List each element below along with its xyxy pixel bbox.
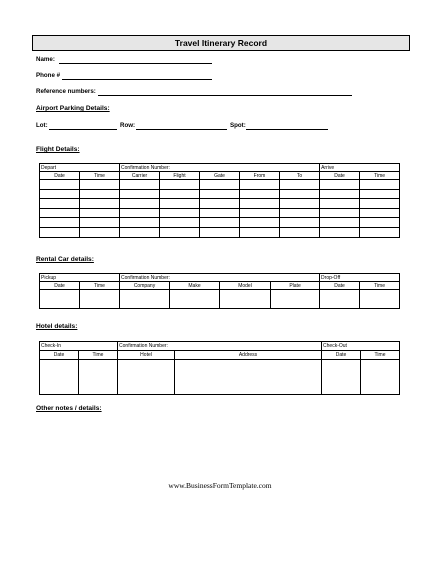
column-header: Date — [40, 172, 80, 180]
table-cell[interactable] — [200, 227, 240, 237]
table-cell[interactable] — [40, 189, 80, 199]
row-field[interactable] — [136, 129, 227, 130]
column-header: Address — [175, 351, 322, 360]
table-cell[interactable] — [120, 208, 160, 218]
table-cell[interactable] — [271, 290, 320, 309]
table-cell[interactable] — [80, 189, 120, 199]
column-header: Time — [360, 172, 400, 180]
spot-label: Spot: — [230, 122, 246, 129]
table-cell[interactable] — [360, 199, 400, 209]
table-cell[interactable] — [320, 218, 360, 228]
table-cell[interactable] — [322, 360, 361, 395]
column-header: Date — [320, 172, 360, 180]
rental-confirmation-header: Confirmation Number: — [120, 274, 320, 282]
table-cell[interactable] — [160, 180, 200, 190]
column-header: Gate — [200, 172, 240, 180]
hotel-confirmation-header: Confirmation Number: — [118, 342, 322, 351]
name-field[interactable] — [59, 63, 212, 64]
column-header: Plate — [271, 282, 320, 290]
checkout-header: Check-Out — [322, 342, 400, 351]
table-cell[interactable] — [120, 218, 160, 228]
column-header: Hotel — [118, 351, 175, 360]
table-cell[interactable] — [40, 360, 79, 395]
table-cell[interactable] — [240, 189, 280, 199]
table-cell[interactable] — [320, 189, 360, 199]
pickup-header: Pickup — [40, 274, 120, 282]
column-header: From — [240, 172, 280, 180]
column-header: To — [280, 172, 320, 180]
table-cell[interactable] — [120, 227, 160, 237]
document-title: Travel Itinerary Record — [32, 35, 410, 51]
table-cell[interactable] — [80, 227, 120, 237]
table-cell[interactable] — [240, 180, 280, 190]
hotel-details-heading: Hotel details: — [36, 323, 78, 330]
table-cell[interactable] — [120, 189, 160, 199]
table-cell[interactable] — [200, 180, 240, 190]
table-cell[interactable] — [160, 218, 200, 228]
table-cell[interactable] — [320, 180, 360, 190]
column-header: Time — [80, 282, 120, 290]
column-header: Date — [40, 282, 80, 290]
column-header: Time — [79, 351, 118, 360]
table-cell[interactable] — [200, 189, 240, 199]
airport-parking-heading: Airport Parking Details: — [36, 105, 110, 112]
flight-table — [39, 163, 400, 238]
table-cell[interactable] — [80, 180, 120, 190]
table-cell[interactable] — [360, 189, 400, 199]
table-cell[interactable] — [120, 290, 170, 309]
column-header: Date — [40, 351, 79, 360]
table-row — [40, 218, 400, 228]
hotel-table — [39, 341, 400, 395]
table-row — [40, 208, 400, 218]
table-cell[interactable] — [120, 199, 160, 209]
dropoff-header: Drop-Off — [320, 274, 400, 282]
table-row — [40, 180, 400, 190]
table-cell[interactable] — [80, 199, 120, 209]
table-cell[interactable] — [80, 218, 120, 228]
table-cell[interactable] — [240, 227, 280, 237]
table-cell[interactable] — [360, 218, 400, 228]
table-cell[interactable] — [80, 290, 120, 309]
table-cell[interactable] — [240, 218, 280, 228]
table-cell[interactable] — [360, 227, 400, 237]
column-header: Time — [360, 282, 400, 290]
table-cell[interactable] — [320, 208, 360, 218]
table-cell[interactable] — [280, 180, 320, 190]
table-cell[interactable] — [360, 208, 400, 218]
table-cell[interactable] — [320, 290, 360, 309]
column-header: Date — [320, 282, 360, 290]
table-row — [40, 199, 400, 209]
table-cell[interactable] — [240, 199, 280, 209]
reference-field[interactable] — [98, 95, 352, 96]
table-cell[interactable] — [280, 199, 320, 209]
table-cell[interactable] — [79, 360, 118, 395]
lot-field[interactable] — [49, 129, 117, 130]
flight-confirmation-header: Confirmation Number: — [120, 164, 320, 172]
rental-car-table — [39, 273, 400, 309]
table-cell[interactable] — [40, 290, 80, 309]
table-cell[interactable] — [40, 180, 80, 190]
table-cell[interactable] — [175, 360, 322, 395]
table-row — [40, 189, 400, 199]
rental-car-heading: Rental Car details: — [36, 256, 94, 263]
table-cell[interactable] — [80, 208, 120, 218]
table-cell[interactable] — [360, 180, 400, 190]
table-cell[interactable] — [280, 218, 320, 228]
reference-label: Reference numbers: — [36, 88, 96, 95]
table-cell[interactable] — [361, 360, 400, 395]
table-cell[interactable] — [160, 189, 200, 199]
table-cell[interactable] — [320, 199, 360, 209]
table-cell[interactable] — [120, 180, 160, 190]
table-cell[interactable] — [40, 227, 80, 237]
table-cell[interactable] — [280, 189, 320, 199]
depart-header: Depart — [40, 164, 120, 172]
row-label: Row: — [120, 122, 136, 129]
table-cell[interactable] — [240, 208, 280, 218]
table-cell[interactable] — [40, 208, 80, 218]
table-cell[interactable] — [280, 208, 320, 218]
phone-field[interactable] — [62, 79, 212, 80]
column-header: Company — [120, 282, 170, 290]
table-cell[interactable] — [360, 290, 400, 309]
column-header: Time — [80, 172, 120, 180]
column-header: Time — [361, 351, 400, 360]
table-cell[interactable] — [280, 227, 320, 237]
spot-field[interactable] — [246, 129, 328, 130]
table-cell[interactable] — [118, 360, 175, 395]
table-cell[interactable] — [200, 218, 240, 228]
table-row — [40, 290, 400, 309]
table-cell[interactable] — [40, 199, 80, 209]
table-cell[interactable] — [200, 199, 240, 209]
name-label: Name: — [36, 56, 55, 63]
column-header: Flight — [160, 172, 200, 180]
footer-website: www.BusinessFormTemplate.com — [168, 481, 272, 490]
table-cell[interactable] — [320, 227, 360, 237]
phone-label: Phone # — [36, 72, 61, 79]
table-row — [40, 360, 400, 395]
table-cell[interactable] — [220, 290, 271, 309]
table-cell[interactable] — [200, 208, 240, 218]
table-cell[interactable] — [160, 199, 200, 209]
table-cell[interactable] — [40, 218, 80, 228]
flight-details-heading: Flight Details: — [36, 146, 80, 153]
arrive-header: Arrive — [320, 164, 400, 172]
table-cell[interactable] — [160, 227, 200, 237]
table-cell[interactable] — [160, 208, 200, 218]
column-header: Make — [170, 282, 220, 290]
column-header: Carrier — [120, 172, 160, 180]
other-notes-heading: Other notes / details: — [36, 405, 102, 412]
column-header: Date — [322, 351, 361, 360]
table-row — [40, 227, 400, 237]
table-cell[interactable] — [170, 290, 220, 309]
column-header: Model — [220, 282, 271, 290]
checkin-header: Check-In — [40, 342, 118, 351]
lot-label: Lot: — [36, 122, 48, 129]
